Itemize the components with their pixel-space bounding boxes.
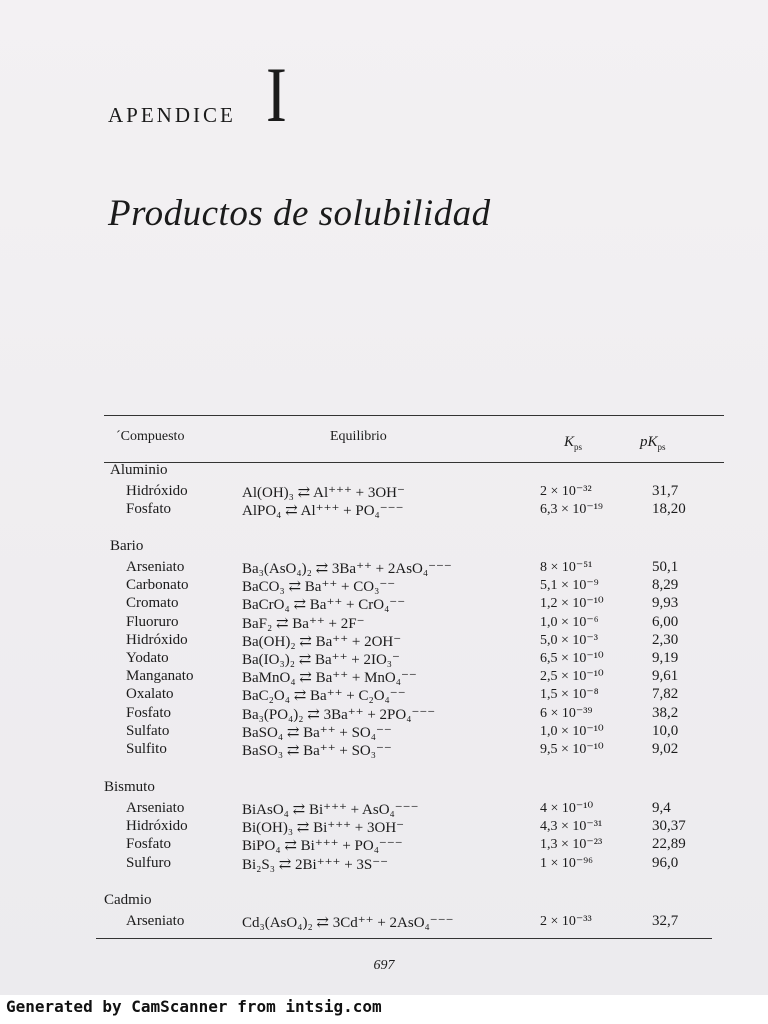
kps-cell: 8 × 10⁻⁵¹ [540, 560, 593, 575]
compound-cell: Fosfato [126, 836, 171, 853]
table-row [0, 836, 768, 854]
table-row [0, 501, 768, 519]
kps-cell: 1,0 × 10⁻⁶ [540, 614, 599, 630]
table-row [0, 818, 768, 836]
kps-cell: 5,1 × 10⁻⁹ [540, 578, 599, 594]
pkps-cell: 6,00 [652, 613, 679, 630]
header-compuesto: ´Compuesto [116, 429, 185, 444]
kps-cell: 1 × 10⁻⁹⁶ [540, 855, 594, 871]
table-row [0, 559, 768, 577]
appendix-number: I [266, 51, 287, 138]
kps-cell: 2 × 10⁻³² [540, 484, 592, 499]
kps-cell: 1,3 × 10⁻²³ [540, 837, 603, 853]
kps-cell: 6,3 × 10⁻¹⁹ [540, 502, 603, 518]
pkps-cell: 38,2 [652, 704, 679, 721]
kps-cell: 6 × 10⁻³⁹ [540, 705, 593, 721]
pkps-cell: 30,37 [652, 818, 686, 835]
compound-cell: Yodato [126, 650, 169, 666]
table-bottom-rule [96, 938, 712, 939]
pkps-cell: 9,61 [652, 668, 679, 685]
equilibrium-cell: BaF₂ ⇄ Ba⁺⁺ + 2F⁻ [242, 615, 365, 632]
compound-cell: Hidróxido [126, 631, 188, 648]
pkps-cell: 10,0 [652, 722, 679, 739]
kps-cell: 4,3 × 10⁻³¹ [540, 819, 603, 835]
compound-cell: Fosfato [126, 704, 171, 721]
equilibrium-cell: BaC₂O₄ ⇄ Ba⁺⁺ + C₂O₄⁻⁻ [242, 688, 406, 705]
compound-cell: Arseniato [126, 913, 185, 929]
equilibrium-cell: BiPO₄ ⇄ Bi⁺⁺⁺ + PO₄⁻⁻⁻ [242, 838, 403, 855]
table-row [0, 741, 768, 759]
equilibrium-cell: BaSO₃ ⇄ Ba⁺⁺ + SO₃⁻⁻ [242, 743, 392, 759]
group-heading: Bismuto [104, 779, 155, 795]
pkps-cell: 9,19 [652, 650, 679, 666]
compound-cell: Arseniato [126, 800, 185, 816]
compound-cell: Oxalato [126, 686, 174, 703]
table-row [0, 668, 768, 686]
equilibrium-cell: Bi(OH)₃ ⇄ Bi⁺⁺⁺ + 3OH⁻ [242, 820, 405, 837]
appendix-word: APENDICE [108, 103, 236, 127]
page-number: 697 [373, 958, 395, 973]
table-row [0, 913, 768, 931]
pkps-cell: 18,20 [652, 501, 686, 518]
compound-cell: Hidróxido [126, 483, 188, 499]
pkps-cell: 8,29 [652, 577, 679, 594]
pkps-cell: 9,4 [652, 800, 671, 816]
equilibrium-cell: Ba(OH)₂ ⇄ Ba⁺⁺ + 2OH⁻ [242, 633, 402, 650]
compound-cell: Sulfito [126, 741, 167, 757]
page-title: Productos de solubilidad [108, 193, 491, 234]
kps-cell: 9,5 × 10⁻¹⁰ [540, 742, 604, 757]
table-row [0, 855, 768, 873]
kps-cell: 2,5 × 10⁻¹⁰ [540, 669, 604, 685]
pkps-cell: 32,7 [652, 913, 679, 929]
pkps-cell: 50,1 [652, 559, 679, 575]
equilibrium-cell: BaCrO₄ ⇄ Ba⁺⁺ + CrO₄⁻⁻ [242, 597, 406, 614]
table-header-rule [104, 462, 724, 463]
header-equilibrio: Equilibrio [330, 429, 387, 444]
compound-cell: Arseniato [126, 559, 185, 575]
table-top-rule [104, 415, 724, 416]
table-row [0, 632, 768, 650]
equilibrium-cell: Cd₃(AsO₄)₂ ⇄ 3Cd⁺⁺ + 2AsO₄⁻⁻⁻ [242, 915, 454, 931]
pkps-cell: 7,82 [652, 686, 679, 703]
equilibrium-cell: BaSO₄ ⇄ Ba⁺⁺ + SO₄⁻⁻ [242, 724, 392, 741]
equilibrium-cell: Bi₂S₃ ⇄ 2Bi⁺⁺⁺ + 3S⁻⁻ [242, 856, 389, 873]
pkps-cell: 22,89 [652, 836, 686, 853]
table-row [0, 483, 768, 501]
equilibrium-cell: AlPO₄ ⇄ Al⁺⁺⁺ + PO₄⁻⁻⁻ [242, 503, 404, 520]
group-heading: Bario [110, 538, 144, 554]
kps-cell: 1,5 × 10⁻⁸ [540, 687, 599, 703]
kps-cell: 2 × 10⁻³³ [540, 914, 592, 929]
table-row [0, 705, 768, 723]
compound-cell: Manganato [126, 668, 194, 685]
compound-cell: Sulfuro [126, 854, 171, 871]
kps-cell: 1,2 × 10⁻¹⁰ [540, 596, 604, 612]
pkps-cell: 9,02 [652, 741, 679, 757]
table-row [0, 577, 768, 595]
compound-cell: Sulfato [126, 722, 170, 739]
kps-cell: 6,5 × 10⁻¹⁰ [540, 651, 604, 666]
equilibrium-cell: Ba₃(PO₄)₂ ⇄ 3Ba⁺⁺ + 2PO₄⁻⁻⁻ [242, 706, 436, 723]
table-row [0, 723, 768, 741]
pkps-cell: 31,7 [652, 483, 679, 499]
header-pkps: $pK_{ps}$ [640, 434, 666, 452]
compound-cell: Cromato [126, 595, 179, 612]
compound-cell: Fluoruro [126, 613, 179, 630]
compound-cell: Carbonato [126, 577, 189, 594]
equilibrium-cell: BiAsO₄ ⇄ Bi⁺⁺⁺ + AsO₄⁻⁻⁻ [242, 802, 419, 818]
compound-cell: Fosfato [126, 501, 171, 518]
equilibrium-cell: Al(OH)₃ ⇄ Al⁺⁺⁺ + 3OH⁻ [242, 485, 405, 501]
scanner-footer: Generated by CamScanner from intsig.com [6, 997, 382, 1016]
kps-cell: 5,0 × 10⁻³ [540, 632, 598, 648]
equilibrium-cell: BaCO₃ ⇄ Ba⁺⁺ + CO₃⁻⁻ [242, 579, 396, 596]
equilibrium-cell: Ba(IO₃)₂ ⇄ Ba⁺⁺ + 2IO₃⁻ [242, 652, 400, 668]
table-row [0, 595, 768, 613]
table-row [0, 650, 768, 668]
pkps-cell: 2,30 [652, 631, 679, 648]
table-row [0, 686, 768, 704]
equilibrium-cell: BaMnO₄ ⇄ Ba⁺⁺ + MnO₄⁻⁻ [242, 670, 417, 687]
pkps-cell: 9,93 [652, 595, 679, 612]
group-heading: Aluminio [110, 462, 168, 478]
equilibrium-cell: Ba₃(AsO₄)₂ ⇄ 3Ba⁺⁺ + 2AsO₄⁻⁻⁻ [242, 561, 452, 577]
table-row [0, 614, 768, 632]
kps-cell: 4 × 10⁻¹⁰ [540, 801, 594, 816]
header-kps: $K_{ps}$ [564, 434, 583, 452]
compound-cell: Hidróxido [126, 818, 188, 835]
kps-cell: 1,0 × 10⁻¹⁰ [540, 723, 604, 739]
pkps-cell: 96,0 [652, 854, 679, 871]
group-heading: Cadmio [104, 892, 152, 908]
table-row [0, 800, 768, 818]
